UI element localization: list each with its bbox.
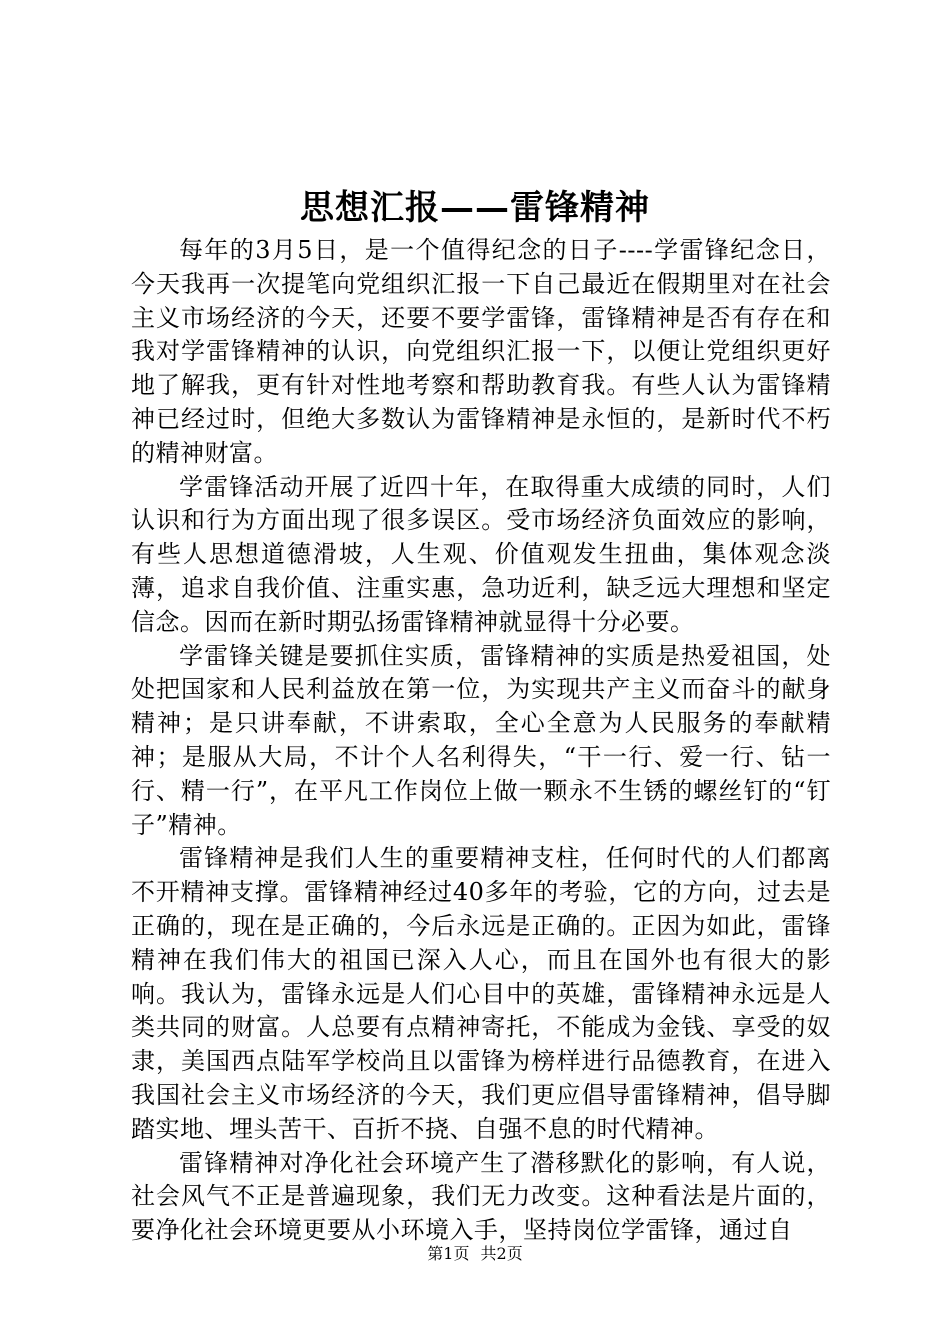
paragraph: 雷锋精神是我们人生的重要精神支柱，任何时代的人们都离不开精神支撑。雷锋精神经过40多年的考验，它的方向，过去是正确的，现在是正确的，今后永远是正确的。正因为如此，雷锋精神在我们伟大的祖国已深入人心，而且在国外也有很大的影响。我认为，雷锋永远是人们心目中的英雄，雷锋精神永远是人类共同的财富。人总要有点精神寄托，不能成为金钱、享受的奴隶，美国西点陆军学校尚且以雷锋为榜样进行品德教育，在进入我国社会主义市场经济的今天，我们更应倡导雷锋精神，倡导脚踏实地、埋头苦干、百折不挠、自强不息的时代精神。 bbox=[131, 844, 831, 1143]
paragraph: 学雷锋关键是要抓住实质，雷锋精神的实质是热爱祖国，处处把国家和人民利益放在第一位，为实现共产主义而奋斗的献身精神；是只讲奉献，不讲索取，全心全意为人民服务的奉献精神；是服从大局，不计个人名利得失，“干一行、爱一行、钻一行、精一行”，在平凡工作岗位上做一颗永不生锈的螺丝钉的“钉子”精神。 bbox=[131, 641, 831, 839]
page-number: 第1页 bbox=[427, 1244, 470, 1263]
paragraph: 每年的3月5日，是一个值得纪念的日子----学雷锋纪念日，今天我再一次提笔向党组织汇报一下自己最近在假期里对在社会主义市场经济的今天，还要不要学雷锋，雷锋精神是否有存在和我对学雷锋精神的认识，向党组织汇报一下，以便让党组织更好地了解我，更有针对性地考察和帮助教育我。有些人认为雷锋精神已经过时，但绝大多数认为雷锋精神是永恒的，是新时代不朽的精神财富。 bbox=[131, 236, 831, 467]
paragraph: 雷锋精神对净化社会环境产生了潜移默化的影响，有人说，社会风气不正是普遍现象，我们无力改变。这种看法是片面的，要净化社会环境更要从小环境入手，坚持岗位学雷锋，通过自 bbox=[131, 1148, 831, 1245]
page-footer bbox=[0, 1243, 950, 1265]
document-title: 思想汇报——雷锋精神 bbox=[300, 188, 650, 228]
document-body bbox=[131, 234, 831, 1248]
page-total: 共2页 bbox=[480, 1244, 523, 1263]
paragraph: 学雷锋活动开展了近四十年，在取得重大成绩的同时，人们认识和行为方面出现了很多误区。受市场经济负面效应的影响，有些人思想道德滑坡，人生观、价值观发生扭曲，集体观念淡薄，追求自我价值、注重实惠，急功近利，缺乏远大理想和坚定信念。因而在新时期弘扬雷锋精神就显得十分必要。 bbox=[131, 472, 831, 636]
